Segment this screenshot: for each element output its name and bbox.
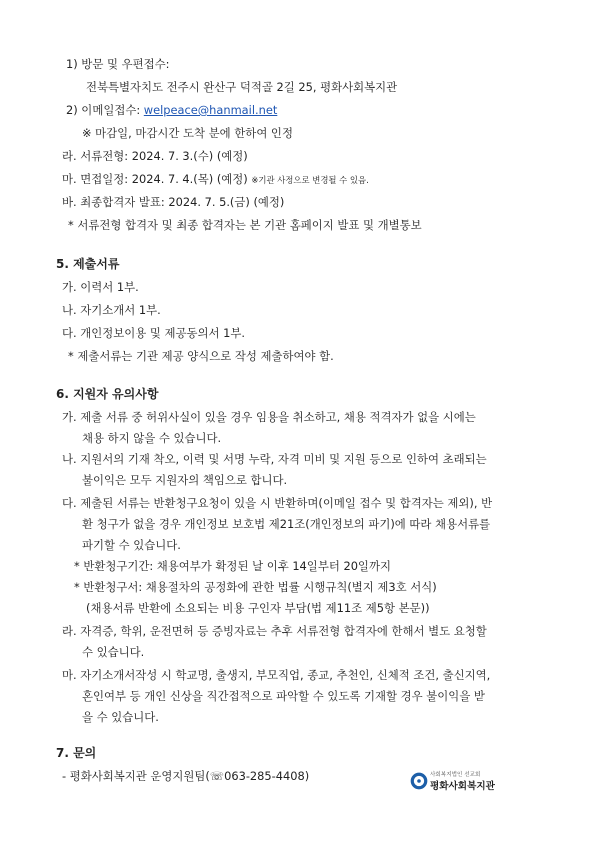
caution-line: (채용서류 반환에 소요되는 비용 구인자 부담(법 제11조 제5항 본문)) — [86, 601, 430, 615]
document-item: 가. 이력서 1부. — [62, 280, 139, 294]
caution-line: 가. 제출 서류 중 허위사실이 있을 경우 임용을 취소하고, 채용 적격자가 없을 시에는 — [62, 410, 476, 424]
caution-line: 다. 제출된 서류는 반환청구요청이 있을 시 반환하며(이메일 접수 및 합격자는 제외), 반 — [62, 496, 493, 510]
email-link[interactable]: welpeace@hanmail.net — [143, 103, 278, 117]
caution-line: 을 수 있습니다. — [82, 710, 159, 724]
caution-line: 파기할 수 있습니다. — [82, 538, 181, 552]
welfare-center-logo — [410, 770, 510, 796]
document-item: 다. 개인정보이용 및 제공동의서 1부. — [62, 326, 246, 340]
documents-heading: 5. 제출서류 — [56, 257, 120, 271]
email-label: 2) 이메일접수: — [66, 103, 141, 117]
logo-circle-icon — [410, 772, 428, 790]
caution-line: 나. 지원서의 기재 착오, 이력 및 서명 누락, 자격 미비 및 지원 등으로 인하여 초래되는 — [62, 452, 487, 466]
interview-row — [62, 171, 369, 188]
inquiry-heading: 7. 문의 — [56, 746, 97, 760]
visit-label: 1) 방문 및 우편접수: — [66, 57, 170, 71]
logo-name: 평화사회복지관 — [430, 781, 495, 792]
caution-line: * 반환청구기간: 채용여부가 확정된 날 이후 14일부터 20일까지 — [74, 559, 391, 573]
caution-line: 불이익은 모두 지원자의 책임으로 합니다. — [82, 473, 288, 487]
caution-line: 환 청구가 없을 경우 개인정보 보호법 제21조(개인정보의 파기)에 따라 채용서류를 — [82, 517, 491, 531]
email-row — [66, 102, 277, 118]
interview-note: ※기관 사정으로 변경될 수 있음. — [251, 175, 369, 185]
doc-review-schedule: 라. 서류전형: 2024. 7. 3.(수) (예정) — [62, 149, 248, 163]
caution-line: * 반환청구서: 채용절차의 공정화에 관한 법률 시행규칙(별지 제3호 서식) — [74, 580, 437, 594]
visit-address: 전북특별자치도 전주시 완산구 덕적골 2길 25, 평화사회복지관 — [86, 80, 398, 94]
interview-schedule: 마. 면접일정: 2024. 7. 4.(목) (예정) — [62, 172, 248, 186]
caution-line: 혼인여부 등 개인 신상을 직간접적으로 파악할 수 있도록 기재할 경우 불이익을 받 — [82, 689, 485, 703]
cautions-heading: 6. 지원자 유의사항 — [56, 387, 159, 401]
deadline-note: ※ 마감일, 마감시간 도착 분에 한하여 인정 — [82, 126, 293, 140]
inquiry-contact: - 평화사회복지관 운영지원팀(☏063-285-4408) — [62, 769, 310, 783]
caution-line: 마. 자기소개서작성 시 학교명, 출생지, 부모직업, 종교, 추천인, 신체적 조건, 출신지역, — [62, 668, 491, 682]
document-item: 나. 자기소개서 1부. — [62, 303, 161, 317]
caution-line: 채용 하지 않을 수 있습니다. — [82, 431, 222, 445]
final-announcement: 바. 최종합격자 발표: 2024. 7. 5.(금) (예정) — [62, 195, 285, 209]
documents-note: * 제출서류는 기관 제공 양식으로 작성 제출하여야 함. — [68, 349, 334, 363]
logo-subtitle: 사회복지법인 선교회 — [430, 772, 481, 778]
caution-line: 수 있습니다. — [82, 645, 145, 659]
result-notice: * 서류전형 합격자 및 최종 합격자는 본 기관 홈페이지 발표 및 개별통보 — [68, 218, 422, 232]
caution-line: 라. 자격증, 학위, 운전면허 등 증빙자료는 추후 서류전형 합격자에 한해서 별도 요청할 — [62, 624, 487, 638]
